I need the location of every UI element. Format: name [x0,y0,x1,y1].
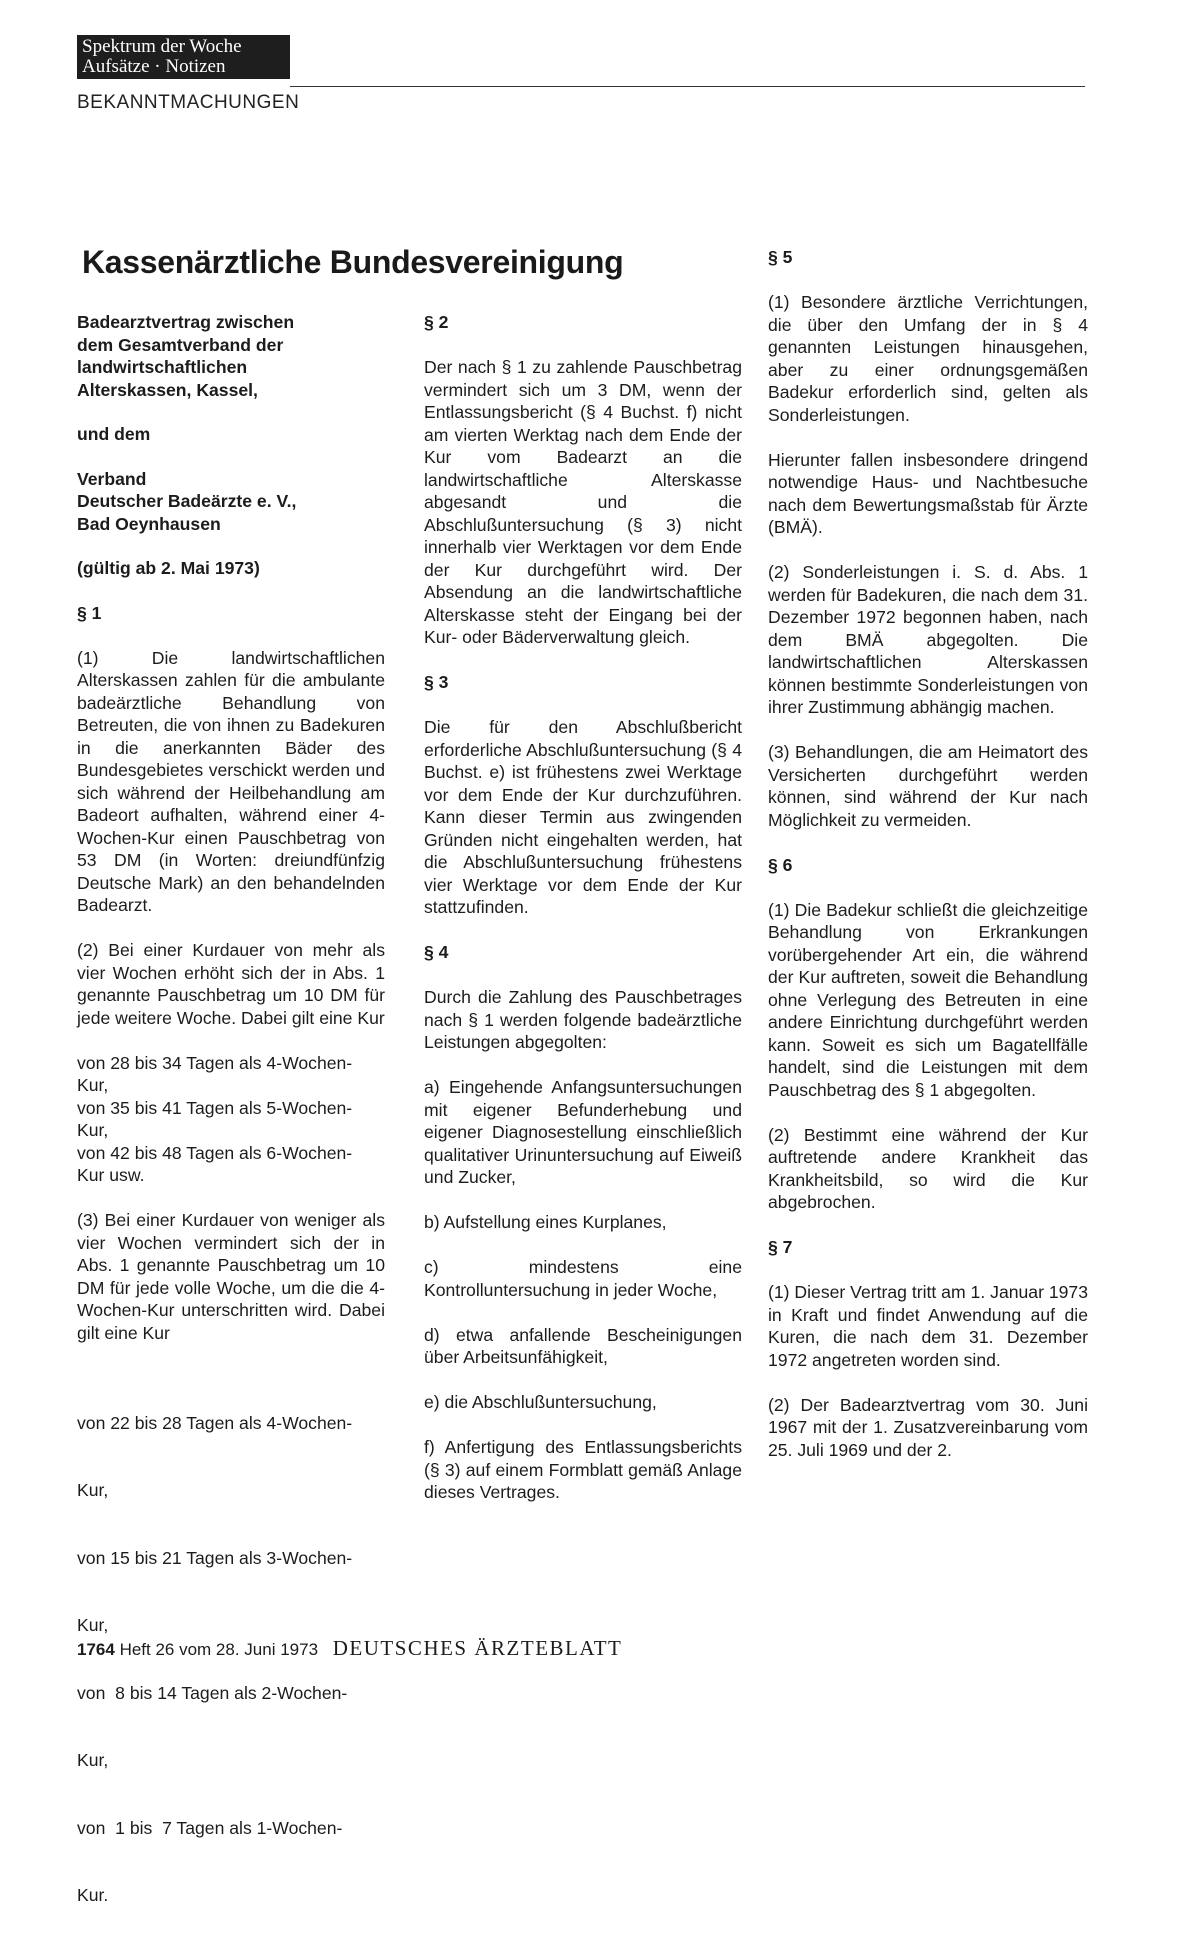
section-badge [77,35,290,79]
list-item: Kur, [77,1075,109,1095]
list-item: von 1 bis 7 Tagen als 1-Wochen- [77,1817,343,1838]
list-item: Kur usw. [77,1165,145,1185]
header-rule [290,86,1085,87]
section-heading-7: § 7 [768,1237,793,1257]
badge-line-1: Spektrum der Woche [82,36,242,57]
list-item: Kur, [77,1480,109,1500]
paragraph-6-1: (1) Die Badekur schließt die gleichzeitige Behandlung von Erkrankungen vorübergehender Art ein, die während der Kur auftreten, soweit die Behandlung ohne Verlegung des Betreuten in eine andere Einrichtung durchgeführt werden kann. Soweit es sich um Bagatellfälle handelt, sind die Leistungen mit dem Pauschbetrag des § 1 abgegolten. [768,899,1088,1100]
journal-name: DEUTSCHES ÄRZTEBLATT [332,1636,623,1660]
contract-and: und dem [77,424,151,444]
paragraph-5-1: (1) Besondere ärztliche Verrichtungen, die über den Umfang der in § 4 genannten Leistungen hinausgehen, aber zu einer ordnungsgemäßen Badekur erforderlich sind, gelten als Sonderleistungen. [768,292,1088,425]
list-item: von 42 bis 48 Tagen als 6-Wochen- [77,1142,353,1163]
section-heading-2: § 2 [424,312,449,332]
item-a: a) Eingehende Anfangsuntersuchungen mit eigener Befunderhebung und eigener Diagnosestellung einschließlich qualitativer Urinuntersuchung auf Eiweiß und Zucker, [424,1077,742,1187]
paragraph-3: Die für den Abschlußbericht erforderliche Abschlußuntersuchung (§ 4 Buchst. e) ist frühestens zwei Werktage vor dem Ende der Kur durchzuführen. Kann dieser Termin aus zwingenden Gründen nicht eingehalten werden, hat die Abschlußuntersuchung frühestens vier Werktage vor dem Ende der Kur stattzufinden. [424,717,742,917]
section-heading-4: § 4 [424,942,449,962]
section-heading-5: § 5 [768,247,793,267]
paragraph-5-4: (3) Behandlungen, die am Heimatort des Versicherten durchgeführt werden können, sind während der Kur nach Möglichkeit zu vermeiden. [768,742,1088,830]
paragraph-1-1: (1) Die landwirtschaftlichen Alterskassen zahlen für die ambulante badeärztliche Behandlung von Betreuten, die von ihnen zu Badekuren in die anerkannten Bäder des Bundesgebietes verschickt werden und sich während der Heilbehandlung am Badeort aufhalten, während einer 4-Wochen-Kur einen Pauschbetrag von 53 DM (in Worten: dreiundfünfzig Deutsche Mark) an den behandelnden Badearzt. [77,647,385,915]
contract-line: Badearztvertrag zwischen [77,312,295,332]
section-heading-3: § 3 [424,672,449,692]
list-item: von 22 bis 28 Tagen als 4-Wochen- [77,1412,353,1433]
paragraph-2: Der nach § 1 zu zahlende Pauschbetrag vermindert sich um 3 DM, wenn der Entlassungsbericht (§ 4 Buchst. f) nicht am vierten Werktag nach dem Ende der Kur vom Badearzt an die landwirtschaftliche Alterskasse abgesandt und die Abschlußuntersuchung (§ 3) nicht innerhalb vier Werktagen vor dem Ende der Kur durchgeführt wird. Der Absendung an die landwirtschaftliche Alterskasse steht der Eingang bei der Kur- oder Bäderverwaltung gleich. [424,357,742,647]
paragraph-5-2: Hierunter fallen insbesondere dringend notwendige Haus- und Nachtbesuche nach dem Bewertungsmaßstab für Ärzte (BMÄ). [768,449,1088,537]
list-item: von 8 bis 14 Tagen als 2-Wochen- [77,1682,348,1703]
list-item: Kur, [77,1120,109,1140]
contract-line: Deutscher Badeärzte e. V., [77,491,297,511]
page-footer [77,1636,622,1661]
contract-line: Alterskassen, Kassel, [77,379,258,400]
section-label: BEKANNTMACHUNGEN [77,92,300,113]
page-number: 1764 [77,1640,115,1659]
list-item: Kur, [77,1750,109,1770]
list-item: von 35 bis 41 Tagen als 5-Wochen- [77,1097,353,1118]
list-item: Kur. [77,1885,109,1905]
contract-line: dem Gesamtverband der [77,334,284,355]
item-e: e) die Abschlußuntersuchung, [424,1392,657,1412]
item-d: d) etwa anfallende Bescheinigungen über Arbeitsunfähigkeit, [424,1324,742,1367]
section-heading-1: § 1 [77,602,102,623]
item-b: b) Aufstellung eines Kurplanes, [424,1212,667,1232]
validity-note: (gültig ab 2. Mai 1973) [77,558,260,578]
issue-info: Heft 26 vom 28. Juni 1973 [119,1640,319,1659]
column-3 [768,246,1088,1484]
contract-parties-2 [77,468,385,536]
contract-line: landwirtschaftlichen [77,357,248,377]
page-title: Kassenärztliche Bundesvereinigung [82,244,624,280]
paragraph-6-2: (2) Bestimmt eine während der Kur auftretende andere Krankheit das Krankheitsbild, so wird die Kur abgebrochen. [768,1124,1088,1212]
paragraph-5-3: (2) Sonderleistungen i. S. d. Abs. 1 werden für Badekuren, die nach dem 31. Dezember 1972 begonnen haben, nach dem BMÄ abgegolten. Die landwirtschaftlichen Alterskassen können bestimmte Sonderleistungen von ihrer Zustimmung abhängig machen. [768,562,1088,717]
paragraph-1-3: (3) Bei einer Kurdauer von weniger als vier Wochen vermindert sich der in Abs. 1 genannte Pauschbetrag um 10 DM für jede volle Woche, um die die 4-Wochen-Kur unterschritten wird. Dabei gilt eine Kur [77,1210,385,1343]
section-heading-6: § 6 [768,854,793,875]
paragraph-1-2: (2) Bei einer Kurdauer von mehr als vier Wochen erhöht sich der in Abs. 1 genannte Pauschbetrag um 10 DM für jede weitere Woche. Dabei gilt eine Kur [77,940,385,1028]
list-item: von 28 bis 34 Tagen als 4-Wochen- [77,1052,353,1073]
item-c: c) mindestens eine Kontrolluntersuchung in jeder Woche, [424,1257,742,1300]
paragraph-7-1: (1) Dieser Vertrag tritt am 1. Januar 1973 in Kraft und findet Anwendung auf die Kuren, die nach dem 31. Dezember 1972 angetreten worden sind. [768,1282,1088,1370]
list-item: von 15 bis 21 Tagen als 3-Wochen- [77,1547,353,1568]
paragraph-4: Durch die Zahlung des Pauschbetrages nach § 1 werden folgende badeärztliche Leistungen abgegolten: [424,987,742,1052]
contract-parties-1 [77,311,385,401]
contract-line: Verband [77,468,147,489]
column-1 [77,311,385,1952]
duration-list-1 [77,1052,385,1187]
paragraph-7-2: (2) Der Badearztvertrag vom 30. Juni 1967 mit der 1. Zusatzvereinbarung vom 25. Juli 1969 und der 2. [768,1394,1088,1460]
badge-line-2: Aufsätze · Notizen [82,56,226,77]
column-2 [424,311,742,1526]
item-f: f) Anfertigung des Entlassungsberichts (§ 3) auf einem Formblatt gemäß Anlage dieses Vertrages. [424,1437,742,1502]
contract-line: Bad Oeynhausen [77,513,221,534]
list-item: Kur, [77,1615,109,1635]
